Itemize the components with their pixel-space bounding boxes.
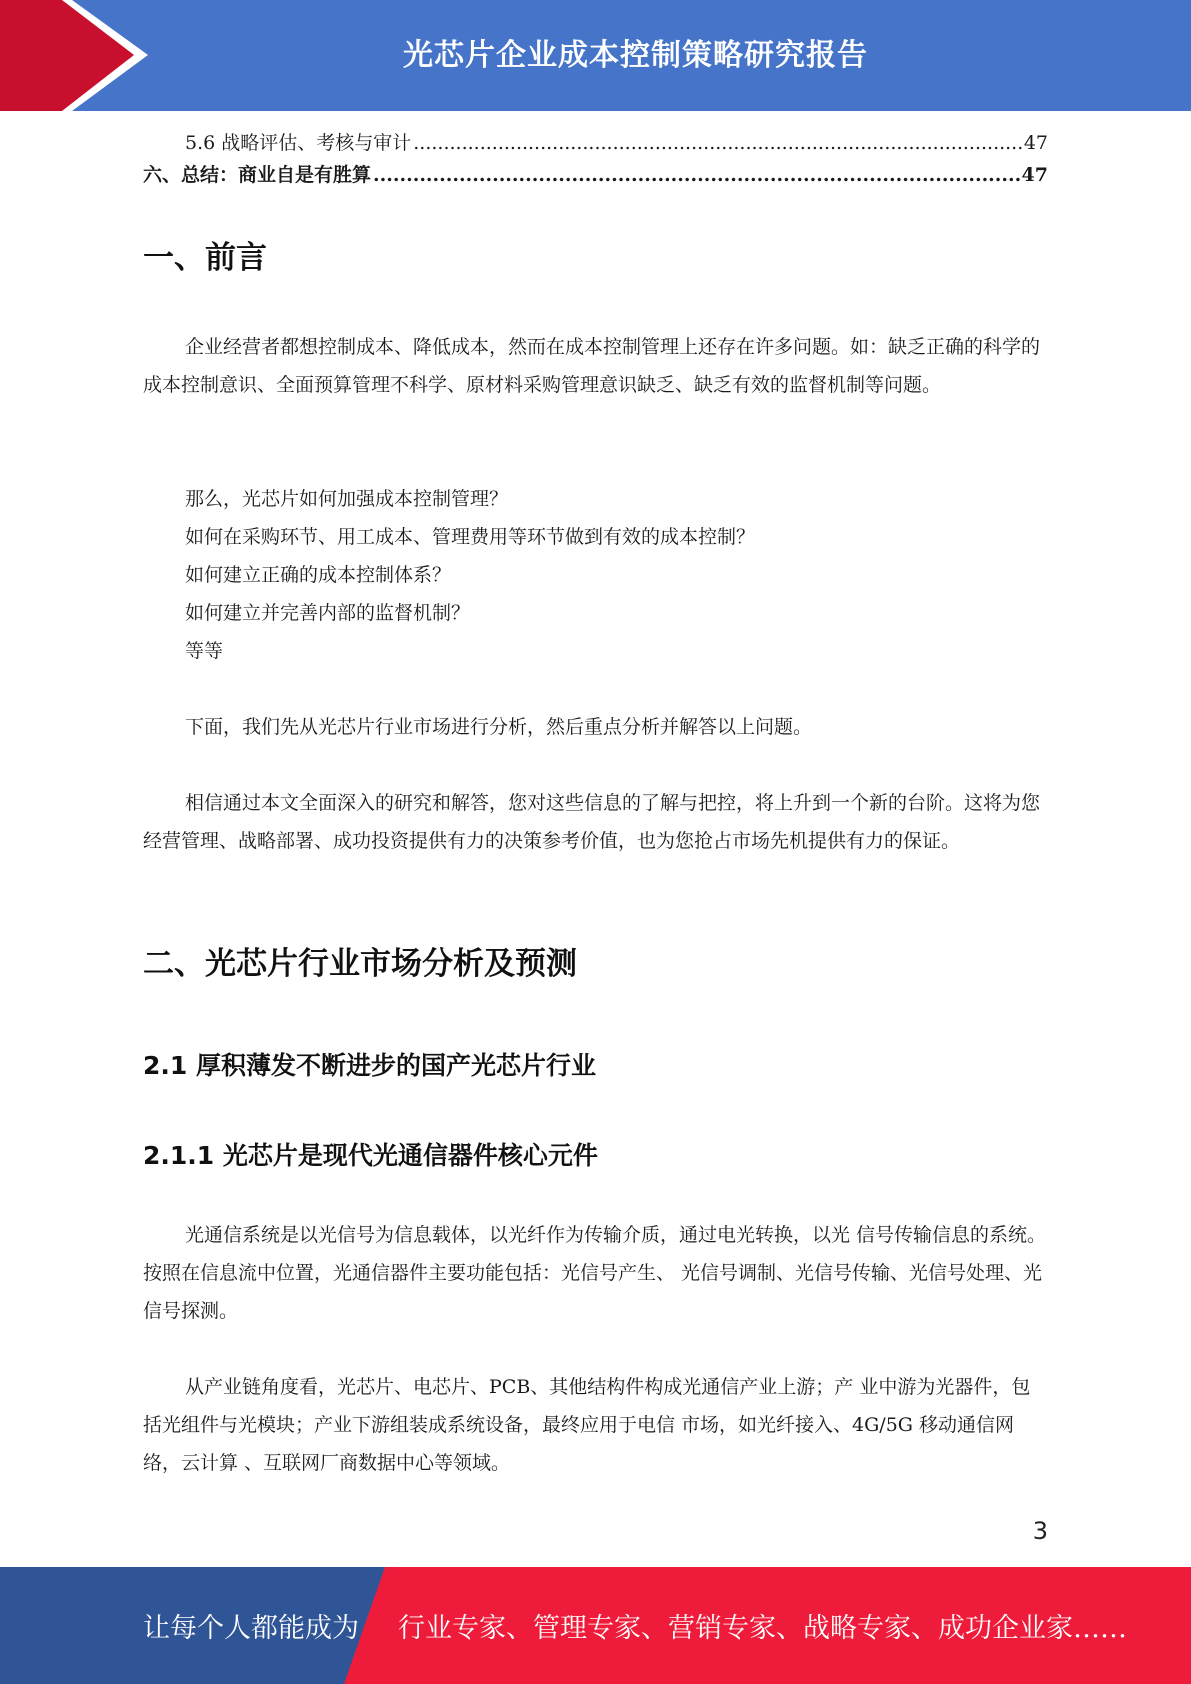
question-item: 如何建立正确的成本控制体系？ bbox=[185, 564, 452, 586]
toc-leader-dots bbox=[373, 164, 1020, 186]
preface-question-list bbox=[143, 480, 1048, 670]
toc-entry[interactable] bbox=[143, 128, 1048, 160]
question-item: 如何在采购环节、用工成本、管理费用等环节做到有效的成本控制？ bbox=[185, 526, 756, 548]
toc-entry-label: 5.6 战略评估、考核与审计 bbox=[185, 132, 412, 154]
report-footer bbox=[0, 1567, 1191, 1684]
market-paragraph: 光通信系统是以光信号为信息载体，以光纤作为传输介质，通过电光转换，以光 信号传输信息的系统。按照在信息流中位置，光通信器件主要功能包括：光信号产生、 光信号调制、光信号传输、光信号处理、光信号探测。 bbox=[143, 1224, 1047, 1322]
preface-paragraph: 相信通过本文全面深入的研究和解答，您对这些信息的了解与把控，将上升到一个新的台阶。这将为您经营管理、战略部署、成功投资提供有力的决策参考价值，也为您抢占市场先机提供有力的保证。 bbox=[143, 792, 1041, 852]
toc-entry-page: 47 bbox=[1021, 164, 1048, 186]
question-item: 如何建立并完善内部的监督机制？ bbox=[185, 602, 471, 624]
section-heading-preface: 一、前言 bbox=[143, 240, 267, 276]
report-title: 光芯片企业成本控制策略研究报告 bbox=[403, 37, 868, 73]
section-heading-market: 二、光芯片行业市场分析及预测 bbox=[143, 946, 577, 982]
question-item: 那么，光芯片如何加强成本控制管理？ bbox=[185, 488, 509, 510]
question-item: 等等 bbox=[185, 640, 224, 662]
toc-entry[interactable] bbox=[143, 160, 1048, 192]
toc-leader-dots bbox=[413, 132, 1022, 154]
page-content bbox=[143, 128, 1048, 1474]
preface-paragraph: 下面，我们先从光芯片行业市场进行分析，然后重点分析并解答以上问题。 bbox=[185, 716, 813, 738]
table-of-contents bbox=[143, 128, 1048, 192]
report-header bbox=[0, 0, 1191, 111]
toc-entry-label: 六、总结：商业自是有胜算 bbox=[143, 164, 372, 186]
subsection-heading: 2.1.1 光芯片是现代光通信器件核心元件 bbox=[143, 1141, 598, 1170]
subsection-heading: 2.1 厚积薄发不断进步的国产光芯片行业 bbox=[143, 1051, 596, 1080]
preface-paragraph: 企业经营者都想控制成本、降低成本，然而在成本控制管理上还存在许多问题。如：缺乏正确的科学的成本控制意识、全面预算管理不科学、原材料采购管理意识缺乏、缺乏有效的监督机制等问题。 bbox=[143, 336, 1041, 396]
market-paragraph: 从产业链角度看，光芯片、电芯片、PCB、其他结构件构成光通信产业上游；产 业中游为光器件，包括光组件与光模块；产业下游组装成系统设备，最终应用于电信 市场，如光纤接入、4G/5G 移动通信网络，云计算 、互联网厂商数据中心等领域。 bbox=[143, 1376, 1031, 1474]
footer-slogan-right: 行业专家、管理专家、营销专家、战略专家、成功企业家…… bbox=[398, 1613, 1127, 1644]
toc-entry-page: 47 bbox=[1023, 132, 1048, 154]
page-number: 3 bbox=[1032, 1517, 1048, 1545]
footer-slogan-left: 让每个人都能成为 bbox=[143, 1613, 359, 1644]
